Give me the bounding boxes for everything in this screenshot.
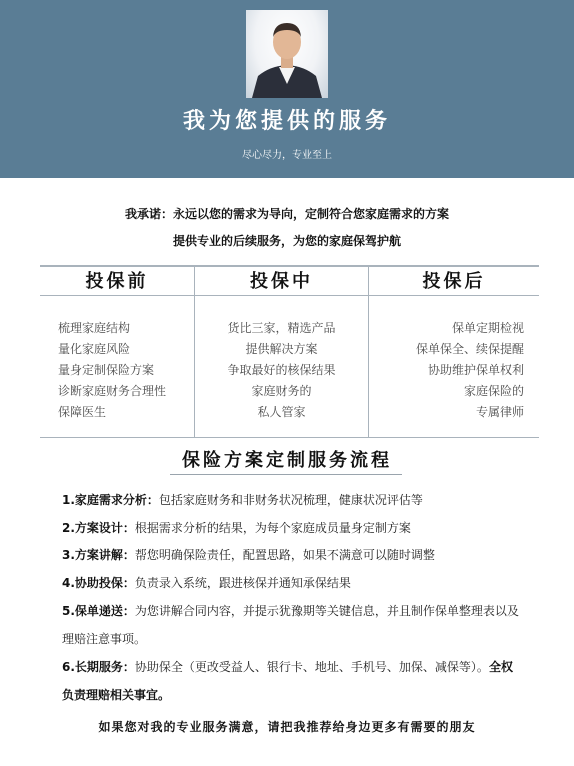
promise-line-1: 我承诺：永远以您的需求为导向，定制符合您家庭需求的方案 — [124, 207, 449, 221]
list-item: 争取最好的核保结果 — [227, 363, 336, 377]
flow-step-text: 为您讲解合同内容，并提示犹豫期等关键信息，并且制作保单整理表以及理赔注意事项。 — [62, 604, 519, 646]
list-item: 量化家庭风险 — [58, 342, 131, 356]
list-item: 货比三家，精选产品 — [227, 321, 336, 335]
flow-step-2 — [62, 514, 522, 542]
flow-step-text: 帮您明确保险责任，配置思路，如果不满意可以随时调整 — [134, 548, 435, 562]
flow-step-5 — [62, 597, 522, 653]
table-header-divider — [40, 295, 539, 296]
flow-step-text: 协助保全（更改受益人、银行卡、地址、手机号、加保、减保等）。 — [134, 660, 489, 674]
list-item: 梳理家庭结构 — [58, 321, 131, 335]
flow-step-label: 4.协助投保： — [62, 576, 135, 590]
flow-step-4 — [62, 569, 522, 597]
list-item: 保单定期检视 — [451, 321, 524, 335]
flow-title-underline — [170, 474, 402, 475]
flow-step-label: 2.方案设计： — [62, 521, 135, 535]
promise-line-2: 提供专业的后续服务，为您的家庭保驾护航 — [172, 234, 401, 248]
flow-step-text: 负责录入系统，跟进核保并通知承保结果 — [134, 576, 351, 590]
flow-step-text: 包括家庭财务和非财务状况梳理，健康状况评估等 — [158, 493, 423, 507]
flow-step-label: 1.家庭需求分析： — [62, 493, 159, 507]
list-item: 量身定制保险方案 — [58, 363, 155, 377]
column-list-after — [372, 318, 524, 423]
flow-step-text: 根据需求分析的结果，为每个家庭成员量身定制方案 — [134, 521, 411, 535]
header-title: 我为您提供的服务 — [182, 108, 391, 134]
flow-title: 保险方案定制服务流程 — [182, 450, 392, 471]
flow-step-3 — [62, 541, 522, 569]
header-subtitle: 尽心尽力，专业至上 — [242, 150, 332, 161]
column-heading-during: 投保中 — [250, 271, 313, 292]
list-item: 家庭财务的 — [251, 384, 312, 398]
list-item: 私人管家 — [257, 405, 306, 419]
list-item: 保障医生 — [58, 405, 107, 419]
list-item: 保单保全、续保提醒 — [415, 342, 524, 356]
flow-step-label: 3.方案讲解： — [62, 548, 135, 562]
flow-step-1 — [62, 486, 522, 514]
flow-step-label: 5.保单递送： — [62, 604, 135, 618]
flow-step-6 — [62, 653, 522, 709]
list-item: 家庭保险的 — [463, 384, 524, 398]
avatar — [246, 10, 328, 98]
header-banner — [0, 0, 574, 178]
list-item: 诊断家庭财务合理性 — [58, 384, 167, 398]
flow-step-text-bold: 全权负责理赔相关事宜。 — [62, 660, 513, 702]
column-heading-before: 投保前 — [85, 271, 149, 292]
list-item: 专属律师 — [475, 405, 524, 419]
column-list-before — [58, 318, 192, 423]
column-list-during — [195, 318, 368, 423]
column-heading-after: 投保后 — [422, 271, 486, 292]
flow-step-label: 6.长期服务： — [62, 660, 135, 674]
footer-referral: 如果您对我的专业服务满意，请把我推荐给身边更多有需要的朋友 — [98, 720, 476, 734]
table-bottom-border — [40, 437, 539, 438]
list-item: 协助维护保单权利 — [427, 363, 524, 377]
list-item: 提供解决方案 — [245, 342, 318, 356]
